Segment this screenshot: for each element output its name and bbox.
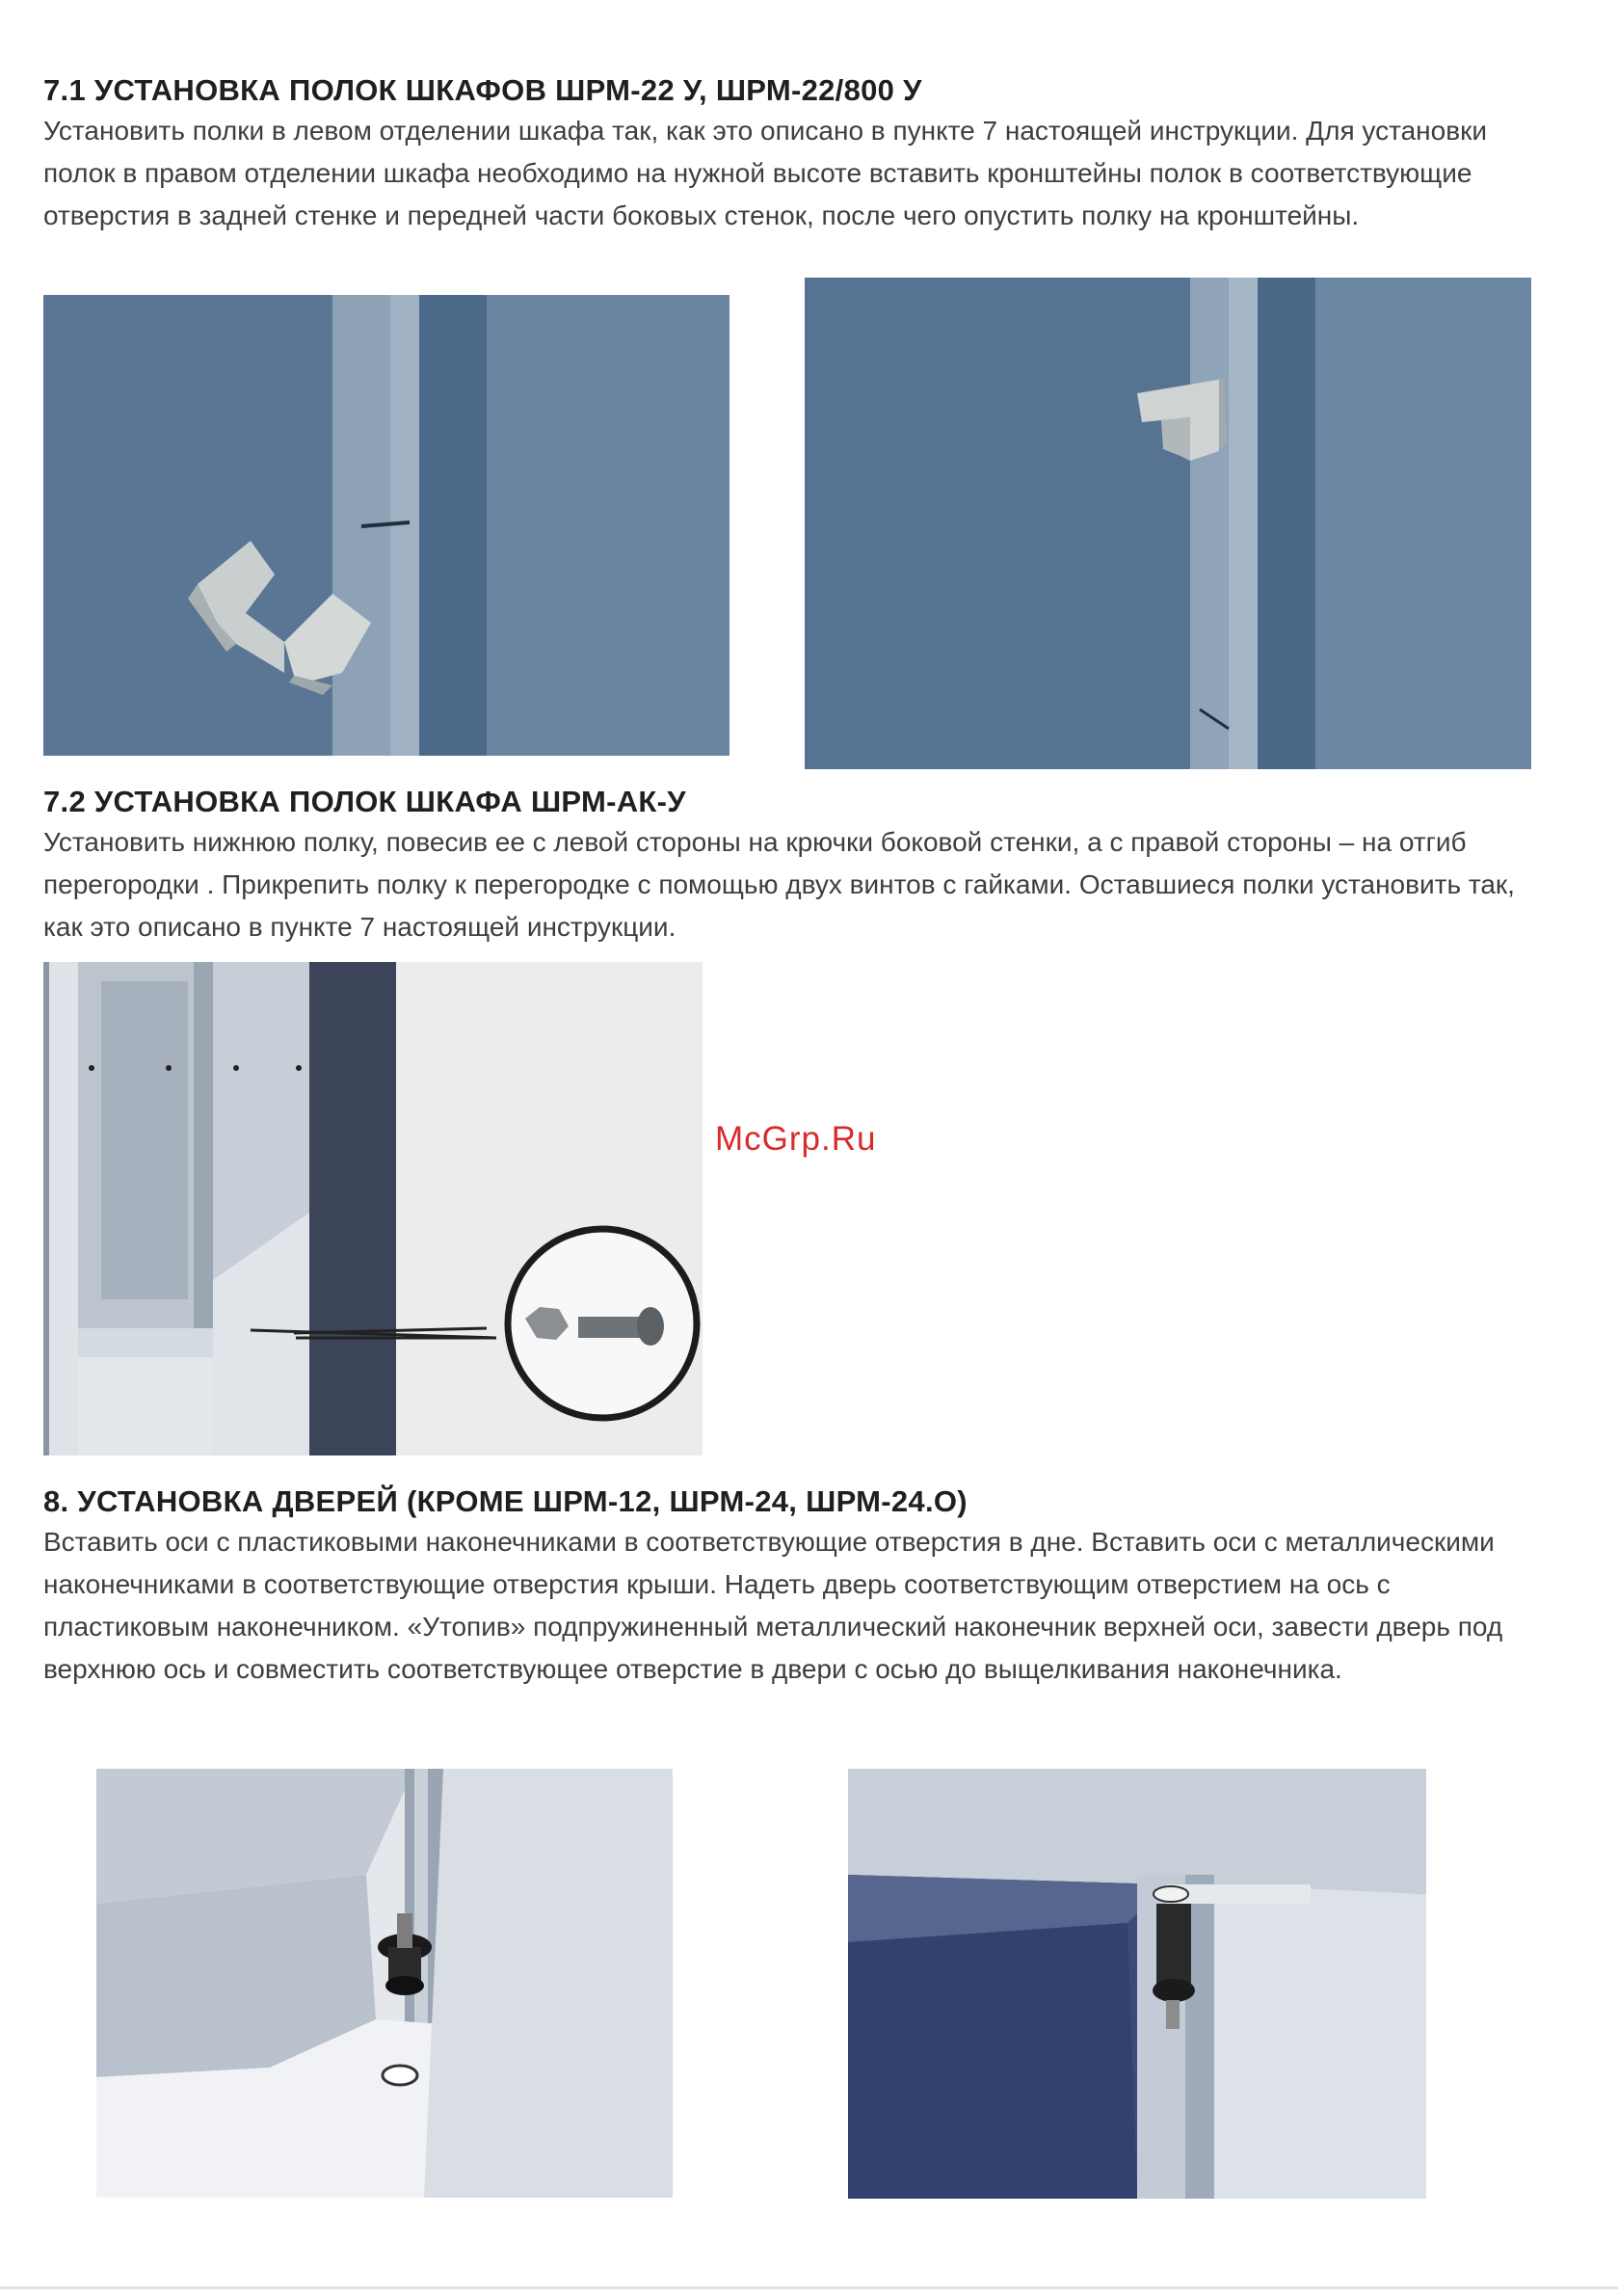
footer-divider [0,2286,1618,2289]
watermark: McGrp.Ru [715,1120,877,1158]
section-7-1-heading: 7.1 УСТАНОВКА ПОЛОК ШКАФОВ ШРМ-22 У, ШРМ-22/800 У [43,73,922,107]
shelf-bracket-insert-image [43,295,729,756]
section-8-text: Вставить оси с пластиковыми наконечниками в соответствующие отверстия в дне. Вставить оси с металлическими наконечниками в соответствующие отверстия крыши. Надеть дверь соответствующим отверстием на ось с пластиковым наконечником. «Утопив» подпружиненный металлический наконечник верхней оси, завести дверь под верхнюю ось и совместить соответствующее отверстие в двери с осью до выщелкивания наконечника. [43,1527,1503,1684]
door-bottom-axis-image [96,1769,673,2198]
section-8-heading: 8. УСТАНОВКА ДВЕРЕЙ (КРОМЕ ШРМ-12, ШРМ-24, ШРМ-24.О) [43,1484,968,1518]
shelf-bracket-installed-image [805,278,1531,769]
door-top-axis-image [848,1769,1426,2199]
shelf-screw-mount-image [43,962,703,1455]
section-7-2-heading: 7.2 УСТАНОВКА ПОЛОК ШКАФА ШРМ-АК-У [43,785,686,818]
section-7-1-text: Установить полки в левом отделении шкафа так, как это описано в пункте 7 настоящей инструкции. Для установки полок в правом отделении шкафа необходимо на нужной высоте вставить кронштейны полок в соответствующие отверстия в задней стенке и передней части боковых стенок, после чего опустить полку на кронштейны. [43,116,1487,230]
section-7-2-text: Установить нижнюю полку, повесив ее с левой стороны на крючки боковой стенки, а с правой стороны – на отгиб перегородки . Прикрепить полку к перегородке с помощью двух винтов с гайками. Оставшиеся полки установить так, как это описано в пункте 7 настоящей инструкции. [43,827,1515,942]
